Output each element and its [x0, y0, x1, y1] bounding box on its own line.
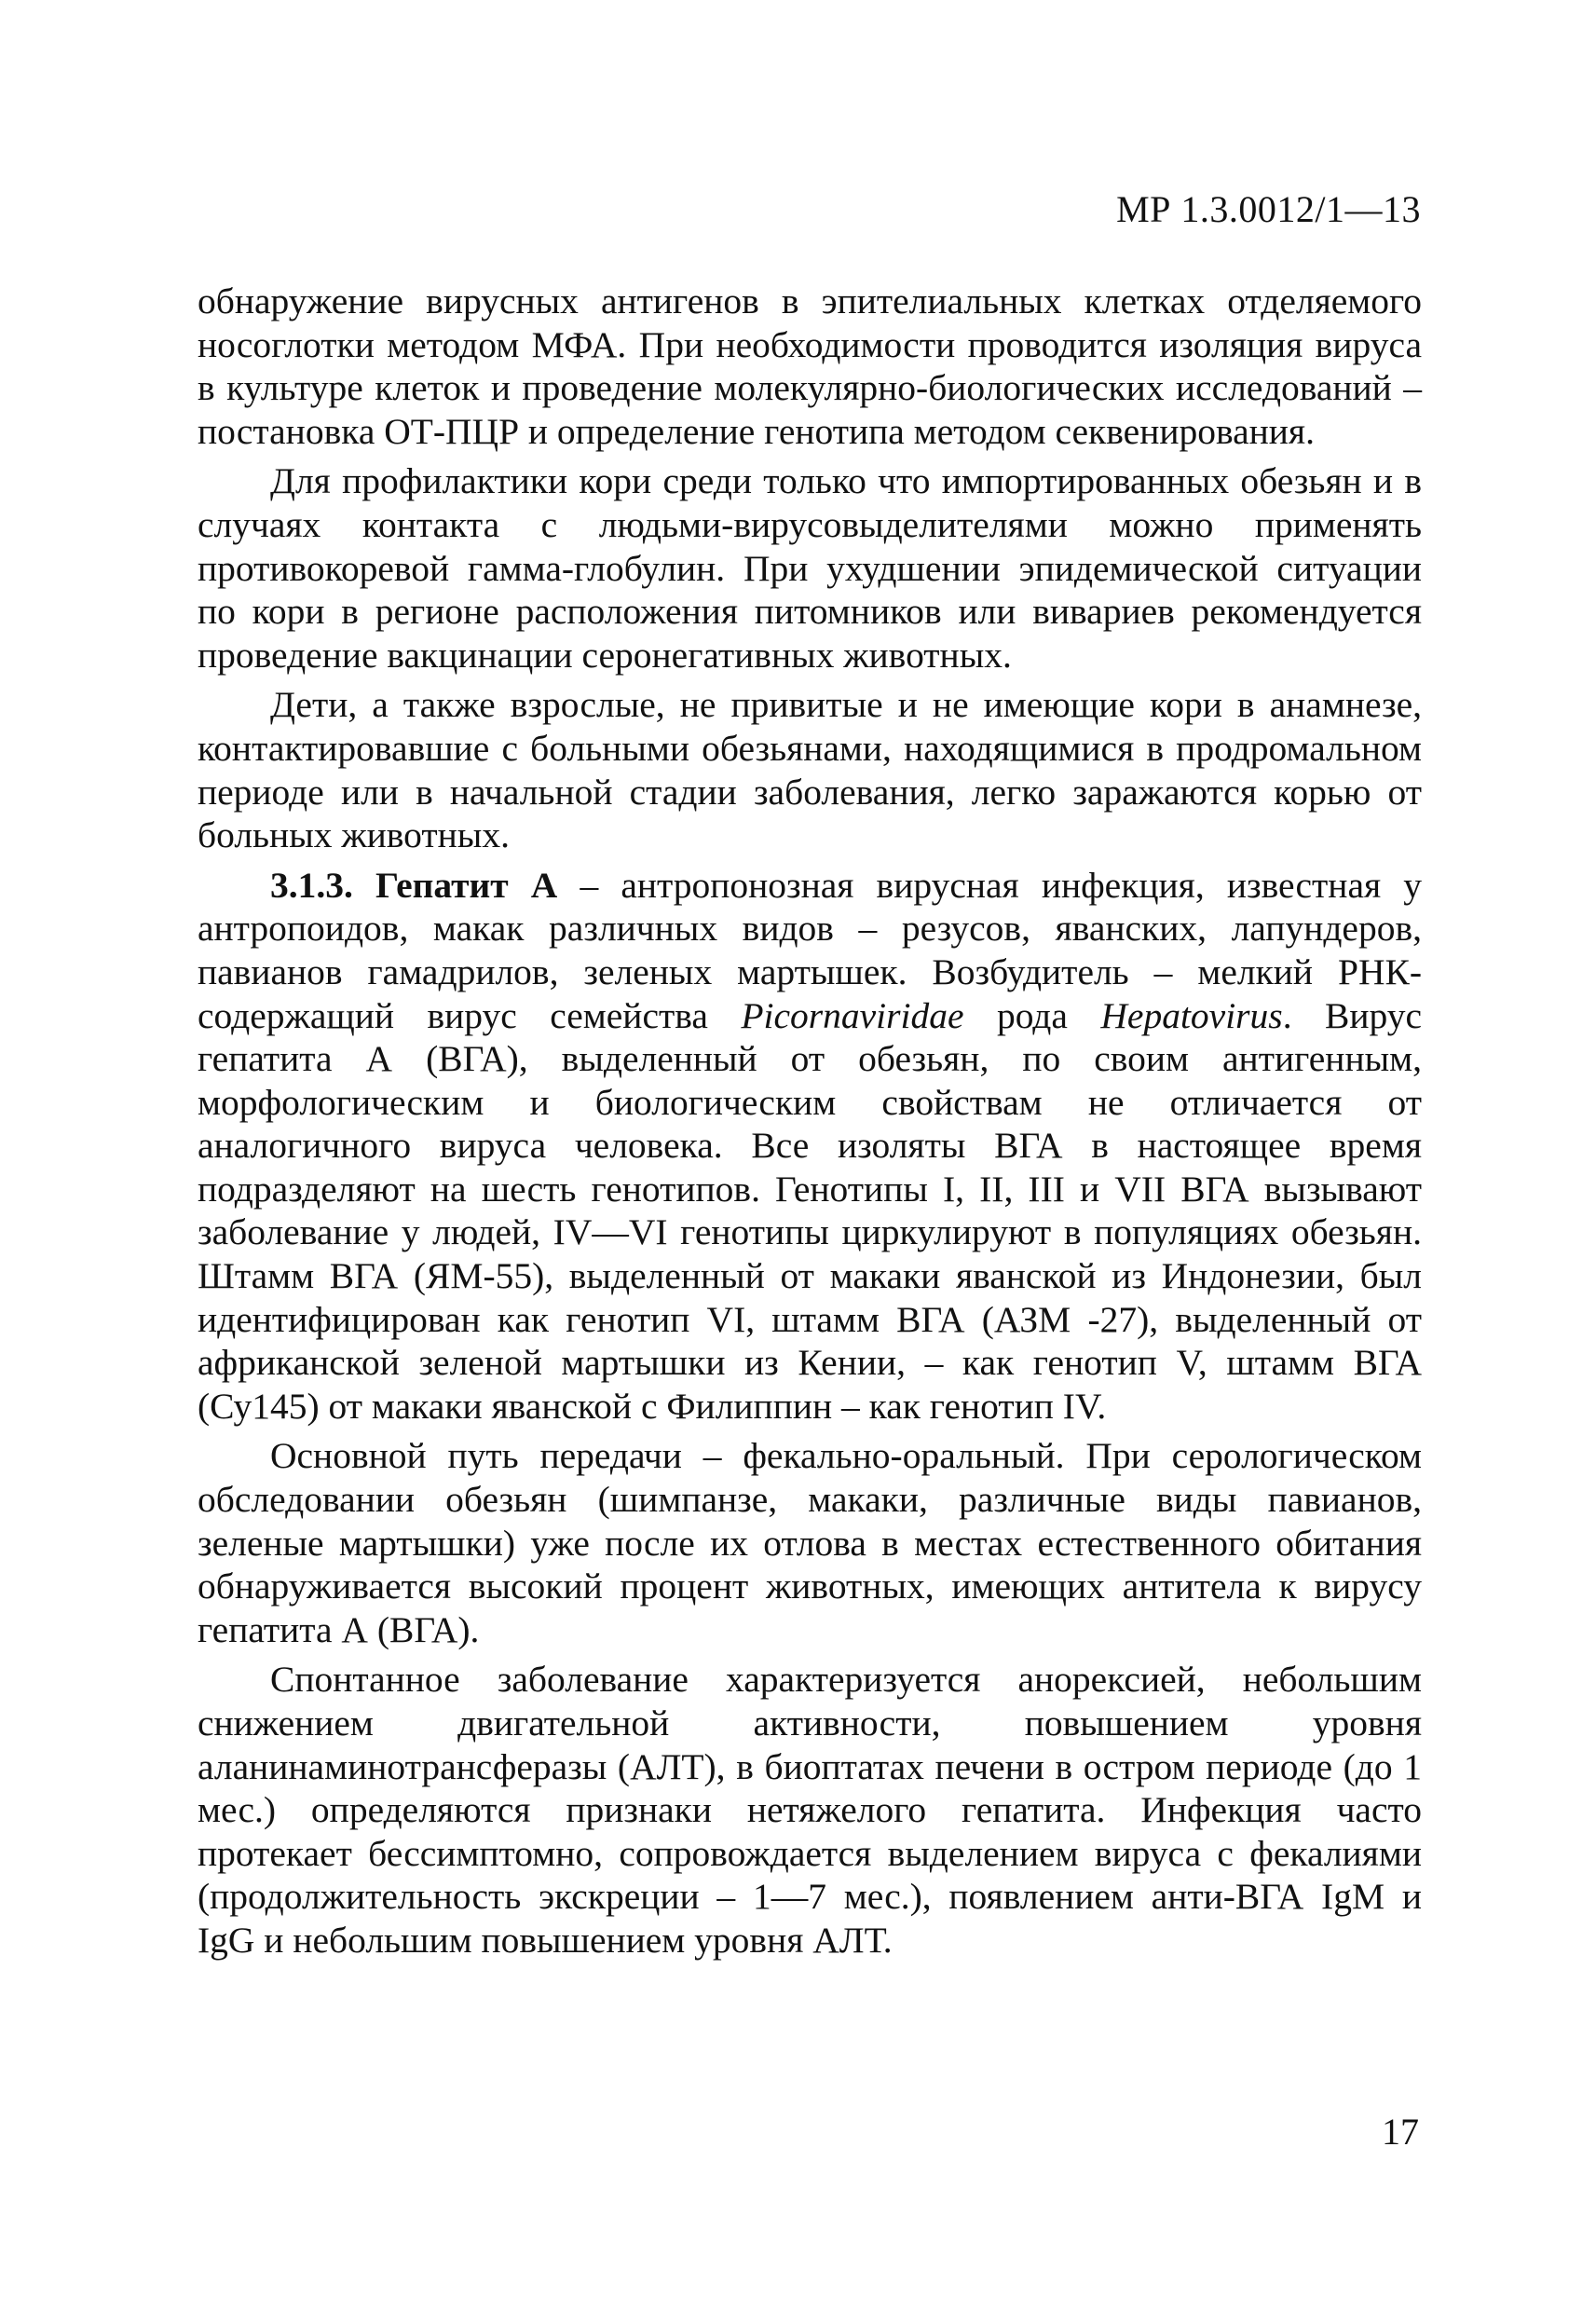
document-code: МР 1.3.0012/1—13 — [1116, 188, 1421, 230]
paragraph-5: Основной путь передачи – фекально-оральный. При серологическом обследовании обезьян (шимпанзе, макаки, различные виды павианов, зеленые мартышки) уже после их отлова в местах естественного обитания обнаруживается высокий процент животных, имеющих антитела к вирусу гепатита А (ВГА). — [198, 1435, 1422, 1650]
paragraph-4 — [198, 864, 1422, 1429]
paragraph-6: Спонтанное заболевание характеризуется анорексией, небольшим снижением двигательной активности, повышением уровня аланинаминотрансферазы (АЛТ), в биоптатах печени в остром периоде (до 1 мес.) определяются признаки нетяжелого гепатита. Инфекция часто протекает бессимптомно, сопровождается выделением вируса с фекалиями (продолжительность экскреции – 1—7 мес.), появлением анти-ВГА IgM и IgG и небольшим повышением уровня АЛТ. — [198, 1659, 1422, 1961]
paragraph-4-text-2: рода — [963, 994, 1101, 1036]
paragraph-3: Дети, а также взрослые, не привитые и не имеющие кори в анамнезе, контактировавшие с больными обезьянами, находящимися в продромальном периоде или в начальной стадии заболевания, легко заражаются корью от больных животных. — [198, 684, 1422, 856]
page-number: 17 — [1382, 2111, 1419, 2153]
family-name: Picornaviridae — [741, 994, 964, 1036]
paragraph-1: обнаружение вирусных антигенов в эпителиальных клетках отделяемого носоглотки методом МФА. При необходимости проводится изоляция вируса в культуре клеток и проведение молекулярно-биологических исследований – постановка ОТ-ПЦР и определение генотипа методом секвенирования. — [198, 280, 1422, 452]
body-text — [198, 280, 1422, 1969]
genus-name: Hepatovirus — [1100, 994, 1283, 1036]
paragraph-4-text-1: – антропонозная вирусная инфекция, известная у антропоидов, макак различных видов – резусов, яванских, лапундеров, павианов гамадрилов, зеленых мартышек. Возбудитель – мелкий РНК-содержащий вирус семейства — [198, 864, 1423, 1036]
section-heading: 3.1.3. Гепатит А — [270, 864, 558, 906]
paragraph-2: Для профилактики кори среди только что импортированных обезьян и в случаях контакта с людьми-вирусовыделителями можно применять противокоревой гамма-глобулин. При ухудшении эпидемической ситуации по кори в регионе расположения питомников или вивариев рекомендуется проведение вакцинации серонегативных животных. — [198, 460, 1422, 676]
paragraph-4-text-3: . Вирус гепатита А (ВГА), выделенный от обезьян, по своим антигенным, морфологическим и биологическим свойствам не отличается от аналогичного вируса человека. Все изоляты ВГА в настоящее время подразделяют на шесть генотипов. Генотипы I, II, III и VII ВГА вызывают заболевание у людей, IV—VI генотипы циркулируют в популяциях обезьян. Штамм ВГА (ЯМ-55), выделенный от макаки яванской из Индонезии, был идентифицирован как генотип VI, штамм ВГА (АЗМ -27), выделенный от африканской зеленой мартышки из Кении, – как генотип V, штамм ВГА (Су145) от макаки яванской с Филиппин – как генотип IV. — [198, 994, 1423, 1427]
